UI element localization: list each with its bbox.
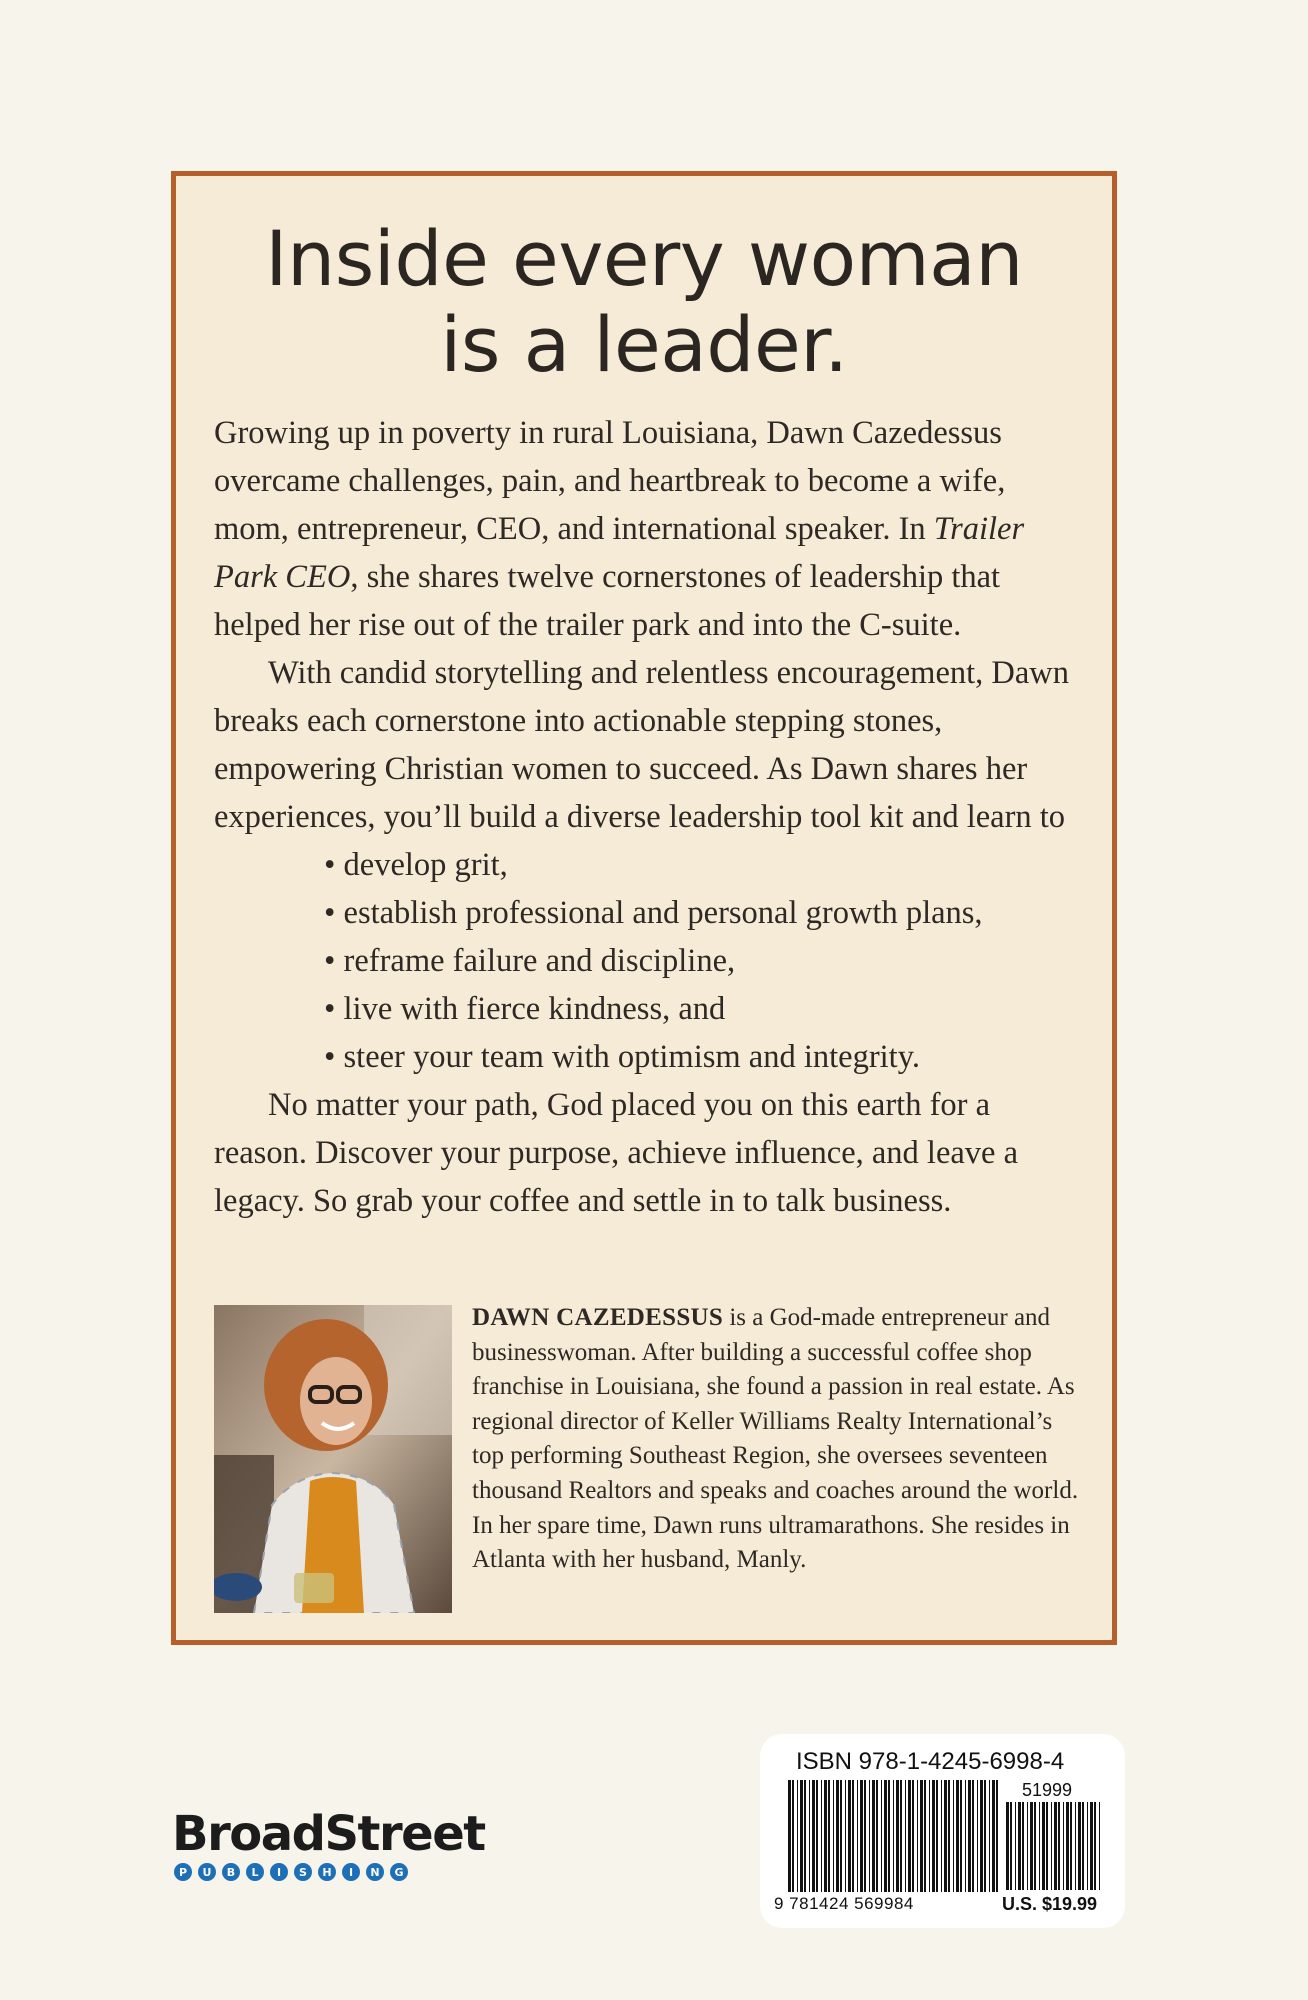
barcode-bar bbox=[848, 1780, 851, 1892]
barcode-bar bbox=[1030, 1802, 1033, 1890]
publisher-letter: G bbox=[390, 1863, 408, 1881]
list-item: • develop grit, bbox=[324, 841, 1082, 889]
barcode-bar bbox=[869, 1780, 870, 1892]
barcode-bar bbox=[932, 1780, 935, 1892]
barcode-bar bbox=[788, 1780, 791, 1892]
barcode-bar bbox=[1046, 1802, 1048, 1890]
back-cover-panel bbox=[171, 171, 1117, 1645]
barcode-bar bbox=[917, 1780, 918, 1892]
barcode-bar bbox=[929, 1780, 930, 1892]
barcode-bar bbox=[965, 1780, 966, 1892]
list-item: • live with fierce kindness, and bbox=[324, 985, 1082, 1033]
barcode-bar bbox=[1022, 1802, 1024, 1890]
barcode-bar bbox=[1015, 1802, 1016, 1890]
barcode-bar bbox=[992, 1780, 995, 1892]
barcode-bar bbox=[888, 1780, 890, 1892]
barcode-bar bbox=[977, 1780, 978, 1892]
barcode-bar bbox=[852, 1780, 854, 1892]
barcode-bar bbox=[1058, 1802, 1060, 1890]
barcode-bar bbox=[980, 1780, 983, 1892]
barcode-bar bbox=[1027, 1802, 1028, 1890]
publisher-letter: B bbox=[222, 1863, 240, 1881]
headline bbox=[176, 216, 1112, 388]
barcode-bar bbox=[809, 1780, 810, 1892]
barcode-bar bbox=[1078, 1802, 1081, 1890]
p1-text-a: Growing up in poverty in rural Louisiana, Dawn Cazedessus overcame challenges, pain, and heartbreak to become a wife, mom, entrepreneur, CEO, and international speaker. In bbox=[214, 415, 1006, 547]
barcode-bar bbox=[1051, 1802, 1052, 1890]
author-bio-text: is a God-made entrepreneur and businesswoman. After building a successful coffee shop franchise in Louisiana, she found a passion in real estate. As regional director of Keller Williams Realty International’s top performing Southeast Region, she oversees seventeen thousand Realtors and speaks and coaches around the world. In her spare time, Dawn runs ultramarathons. She resides in Atlanta with her husband, Manly. bbox=[472, 1304, 1079, 1574]
barcode-bar bbox=[1087, 1802, 1088, 1890]
list-item: • reframe failure and discipline, bbox=[324, 937, 1082, 985]
barcode-bar bbox=[956, 1780, 959, 1892]
publisher-letter: I bbox=[270, 1863, 288, 1881]
author-name: DAWN CAZEDESSUS bbox=[472, 1304, 724, 1331]
publisher-letter: S bbox=[294, 1863, 312, 1881]
barcode-bar bbox=[857, 1780, 858, 1892]
barcode-bar bbox=[920, 1780, 923, 1892]
barcode-bar bbox=[828, 1780, 830, 1892]
barcode-bar bbox=[905, 1780, 906, 1892]
p1-text-b: , she shares twelve cornerstones of leadership that helped her rise out of the trailer park and into the C-suite. bbox=[214, 559, 1001, 643]
barcode-bar bbox=[996, 1780, 998, 1892]
headline-line-1: Inside every woman bbox=[265, 214, 1023, 303]
barcode-bar bbox=[948, 1780, 950, 1892]
description-paragraph-2: With candid storytelling and relentless encouragement, Dawn breaks each cornerstone into actionable stepping stones, empowering Christian women to succeed. As Dawn shares her experiences, you’ll build a diverse leadership tool kit and learn to bbox=[214, 655, 1070, 835]
barcode-bar bbox=[1054, 1802, 1057, 1890]
isbn-barcode bbox=[788, 1780, 1000, 1892]
barcode-bar bbox=[1063, 1802, 1064, 1890]
barcode-bar bbox=[953, 1780, 954, 1892]
barcode-bar bbox=[1070, 1802, 1072, 1890]
barcode-bar bbox=[884, 1780, 887, 1892]
barcode-box bbox=[760, 1734, 1125, 1928]
price-code: 51999 bbox=[1022, 1780, 1073, 1800]
barcode-bar bbox=[893, 1780, 894, 1892]
barcode-bar bbox=[797, 1780, 798, 1892]
barcode-bar bbox=[824, 1780, 827, 1892]
barcode-bar bbox=[944, 1780, 947, 1892]
barcode-bar bbox=[1099, 1802, 1100, 1890]
book-title: Trailer Park CEO bbox=[214, 511, 1025, 595]
barcode-bar bbox=[836, 1780, 839, 1892]
barcode-digits: 9 781424 569984 bbox=[774, 1894, 914, 1913]
list-item: • establish professional and personal growth plans, bbox=[324, 889, 1082, 937]
barcode-bar bbox=[984, 1780, 986, 1892]
barcode-bar bbox=[1006, 1802, 1009, 1890]
barcode-bar bbox=[800, 1780, 803, 1892]
barcode-bar bbox=[941, 1780, 942, 1892]
barcode-bar bbox=[1075, 1802, 1076, 1890]
list-item: • steer your team with optimism and integrity. bbox=[324, 1033, 1082, 1081]
bullet-list bbox=[214, 841, 1082, 1081]
barcode-bar bbox=[881, 1780, 882, 1892]
barcode-bar bbox=[872, 1780, 875, 1892]
publisher-subtitle bbox=[174, 1863, 485, 1881]
barcode-bar bbox=[1010, 1802, 1012, 1890]
barcode-bar bbox=[1018, 1802, 1021, 1890]
publisher-letter: U bbox=[198, 1863, 216, 1881]
barcode-bar bbox=[912, 1780, 914, 1892]
publisher-name: BroadStreet bbox=[172, 1806, 485, 1862]
barcode-bar bbox=[1094, 1802, 1096, 1890]
publisher-letter: I bbox=[342, 1863, 360, 1881]
headline-line-2: is a leader. bbox=[440, 300, 848, 389]
barcode-bar bbox=[833, 1780, 834, 1892]
description bbox=[214, 409, 1082, 1225]
barcode-bar bbox=[860, 1780, 863, 1892]
isbn-label: ISBN 978-1-4245-6998-4 bbox=[796, 1748, 1065, 1775]
barcode-bar bbox=[816, 1780, 818, 1892]
barcode-bar bbox=[864, 1780, 866, 1892]
barcode-bar bbox=[1034, 1802, 1036, 1890]
barcode-bar bbox=[812, 1780, 815, 1892]
barcode-bar bbox=[900, 1780, 902, 1892]
publisher-logo bbox=[172, 1807, 485, 1881]
publisher-letter: N bbox=[366, 1863, 384, 1881]
barcode-bar bbox=[1066, 1802, 1069, 1890]
barcode-bar bbox=[804, 1780, 806, 1892]
description-paragraph-1 bbox=[214, 409, 1082, 649]
barcode-bar bbox=[1090, 1802, 1093, 1890]
barcode-bar bbox=[908, 1780, 911, 1892]
barcode-bar bbox=[840, 1780, 842, 1892]
barcode-bar bbox=[989, 1780, 990, 1892]
barcode-bar bbox=[924, 1780, 926, 1892]
barcode-bar bbox=[936, 1780, 938, 1892]
barcode-bar bbox=[896, 1780, 899, 1892]
author-bio bbox=[472, 1301, 1082, 1578]
barcode-bar bbox=[1082, 1802, 1084, 1890]
barcode-bar bbox=[821, 1780, 822, 1892]
barcode-bar bbox=[1042, 1802, 1045, 1890]
barcode-bar bbox=[876, 1780, 878, 1892]
barcode-bar bbox=[1039, 1802, 1040, 1890]
barcode-bar bbox=[792, 1780, 794, 1892]
price-label: U.S. $19.99 bbox=[1002, 1894, 1098, 1914]
barcode-bar bbox=[845, 1780, 846, 1892]
author-photo bbox=[214, 1305, 452, 1613]
publisher-letter: L bbox=[246, 1863, 264, 1881]
description-paragraph-3: No matter your path, God placed you on this earth for a reason. Discover your purpose, achieve influence, and leave a legacy. So grab your coffee and settle in to talk business. bbox=[214, 1087, 1019, 1219]
barcode-bar bbox=[968, 1780, 971, 1892]
publisher-letter: P bbox=[174, 1863, 192, 1881]
price-barcode bbox=[1006, 1802, 1106, 1892]
publisher-letter: H bbox=[318, 1863, 336, 1881]
barcode-bar bbox=[972, 1780, 974, 1892]
barcode-bar bbox=[960, 1780, 962, 1892]
